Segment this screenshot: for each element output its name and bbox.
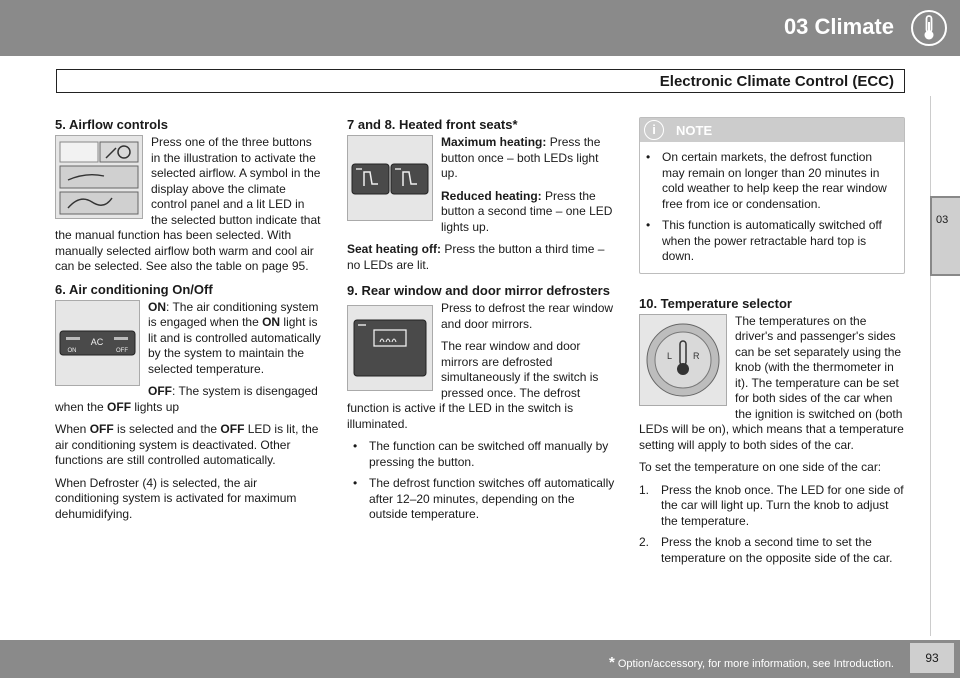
seats-heading: 7 and 8. Heated front seats*	[347, 117, 518, 132]
temp-fig-r: R	[693, 350, 700, 361]
heated-seat-button-illustration	[347, 135, 433, 221]
chapter-side-tab	[930, 196, 960, 276]
column-2	[347, 117, 615, 529]
note-header	[640, 118, 904, 142]
column-1	[55, 117, 323, 529]
temp-fig-l: L	[667, 350, 673, 361]
list-item: • On certain markets, the defrost function may remain on longer than 20 minutes in cold weather to help keep the rear window free from ice or condensation.	[640, 150, 894, 212]
ac-heading: 6. Air conditioning On/Off	[55, 281, 213, 297]
list-item: • This function is automatically switched off when the power retractable hard top is down.	[640, 218, 894, 265]
section-title: Electronic Climate Control (ECC)	[659, 73, 894, 90]
info-icon: i	[644, 120, 664, 140]
page-number: 93	[910, 643, 954, 673]
ac-when-text: When OFF is selected and the OFF LED is lit, the air conditioning system is deactivated. Other functions are still controlled automatically.	[55, 422, 319, 467]
chapter-header-bar	[0, 0, 960, 56]
ac-fig-off: OFF	[116, 347, 128, 354]
ac-off-text: OFF: The system is disengaged when the OFF lights up	[55, 384, 318, 414]
max-heating-text: Maximum heating: Press the button once – both LEDs light up.	[441, 135, 601, 180]
seat-heating-off-text: Seat heating off: Press the button a third time – no LEDs are lit.	[347, 242, 605, 272]
temperature-text-2: To set the temperature on one side of the car:	[639, 460, 882, 474]
list-item: 1. Press the knob once. The LED for one side of the car will light up. Turn the knob to adjust the temperature.	[639, 482, 904, 528]
ac-fig-label: AC	[90, 336, 104, 347]
side-tab-label: 03	[936, 214, 949, 226]
footer-note: * Option/accessory, for more information, see Introduction.	[608, 654, 894, 671]
list-item: • The function can be switched off manually by pressing the button.	[347, 439, 615, 470]
thermometer-icon	[906, 5, 952, 51]
defrost-text-1: Press to defrost the rear window and door mirrors.	[441, 301, 614, 331]
list-item: 2. Press the knob a second time to set the temperature on the opposite side of the car.	[639, 535, 893, 565]
ac-on-text: ON: The air conditioning system is engaged when the ON light is lit and is controlled automatically by the system to maintain the selected temperature.	[148, 299, 321, 376]
rear-defroster-illustration	[347, 305, 433, 391]
temperature-heading: 10. Temperature selector	[639, 295, 792, 311]
side-divider	[930, 96, 931, 636]
section-header	[56, 69, 905, 93]
ac-button-illustration	[55, 300, 140, 386]
reduced-heating-text: Reduced heating: Press the button a second time – one LED lights up.	[441, 188, 613, 234]
column-3	[639, 117, 905, 572]
defrost-text-2: The rear window and door mirrors are defrosted simultaneously if the switch is pressed once. The defrost function is active if the LED in the switch is illuminated.	[347, 339, 599, 431]
note-body	[640, 142, 904, 273]
defrost-heading: 9. Rear window and door mirror defrosters	[347, 283, 610, 298]
ac-fig-on: ON	[67, 347, 77, 354]
note-bullets	[640, 150, 894, 265]
temperature-steps	[639, 483, 905, 567]
note-box	[639, 117, 905, 274]
temperature-knob-illustration	[639, 314, 727, 406]
airflow-heading: 5. Airflow controls	[55, 117, 168, 132]
ac-defroster-text: When Defroster (4) is selected, the air conditioning system is activated for maximum dehumidifying.	[55, 475, 297, 521]
list-item: • The defrost function switches off automatically after 12–20 minutes, depending on the outside temperature.	[347, 476, 615, 523]
chapter-title: 03 Climate	[783, 14, 894, 39]
defrost-bullets	[347, 439, 615, 523]
note-label: NOTE	[676, 123, 713, 138]
footer-bar	[0, 640, 960, 678]
airflow-controls-illustration	[55, 135, 143, 219]
airflow-text: Press one of the three buttons in the illustration to activate the selected airflow. A symbol in the display above the climate control panel and a lit LED in the selected button indicate that the manual function has been selected. With manually selected airflow both warm and cool air can be selected. See also the table on page 95.	[55, 135, 321, 273]
temperature-text-1: The temperatures on the driver's and passenger's sides can be set separately using the knob (with the thermometer in it). The temperature can be set for both sides of the car when the ignition is switched on (both LEDs will be on), which means that a temperature setting will apply to both sides of the car.	[639, 313, 904, 452]
